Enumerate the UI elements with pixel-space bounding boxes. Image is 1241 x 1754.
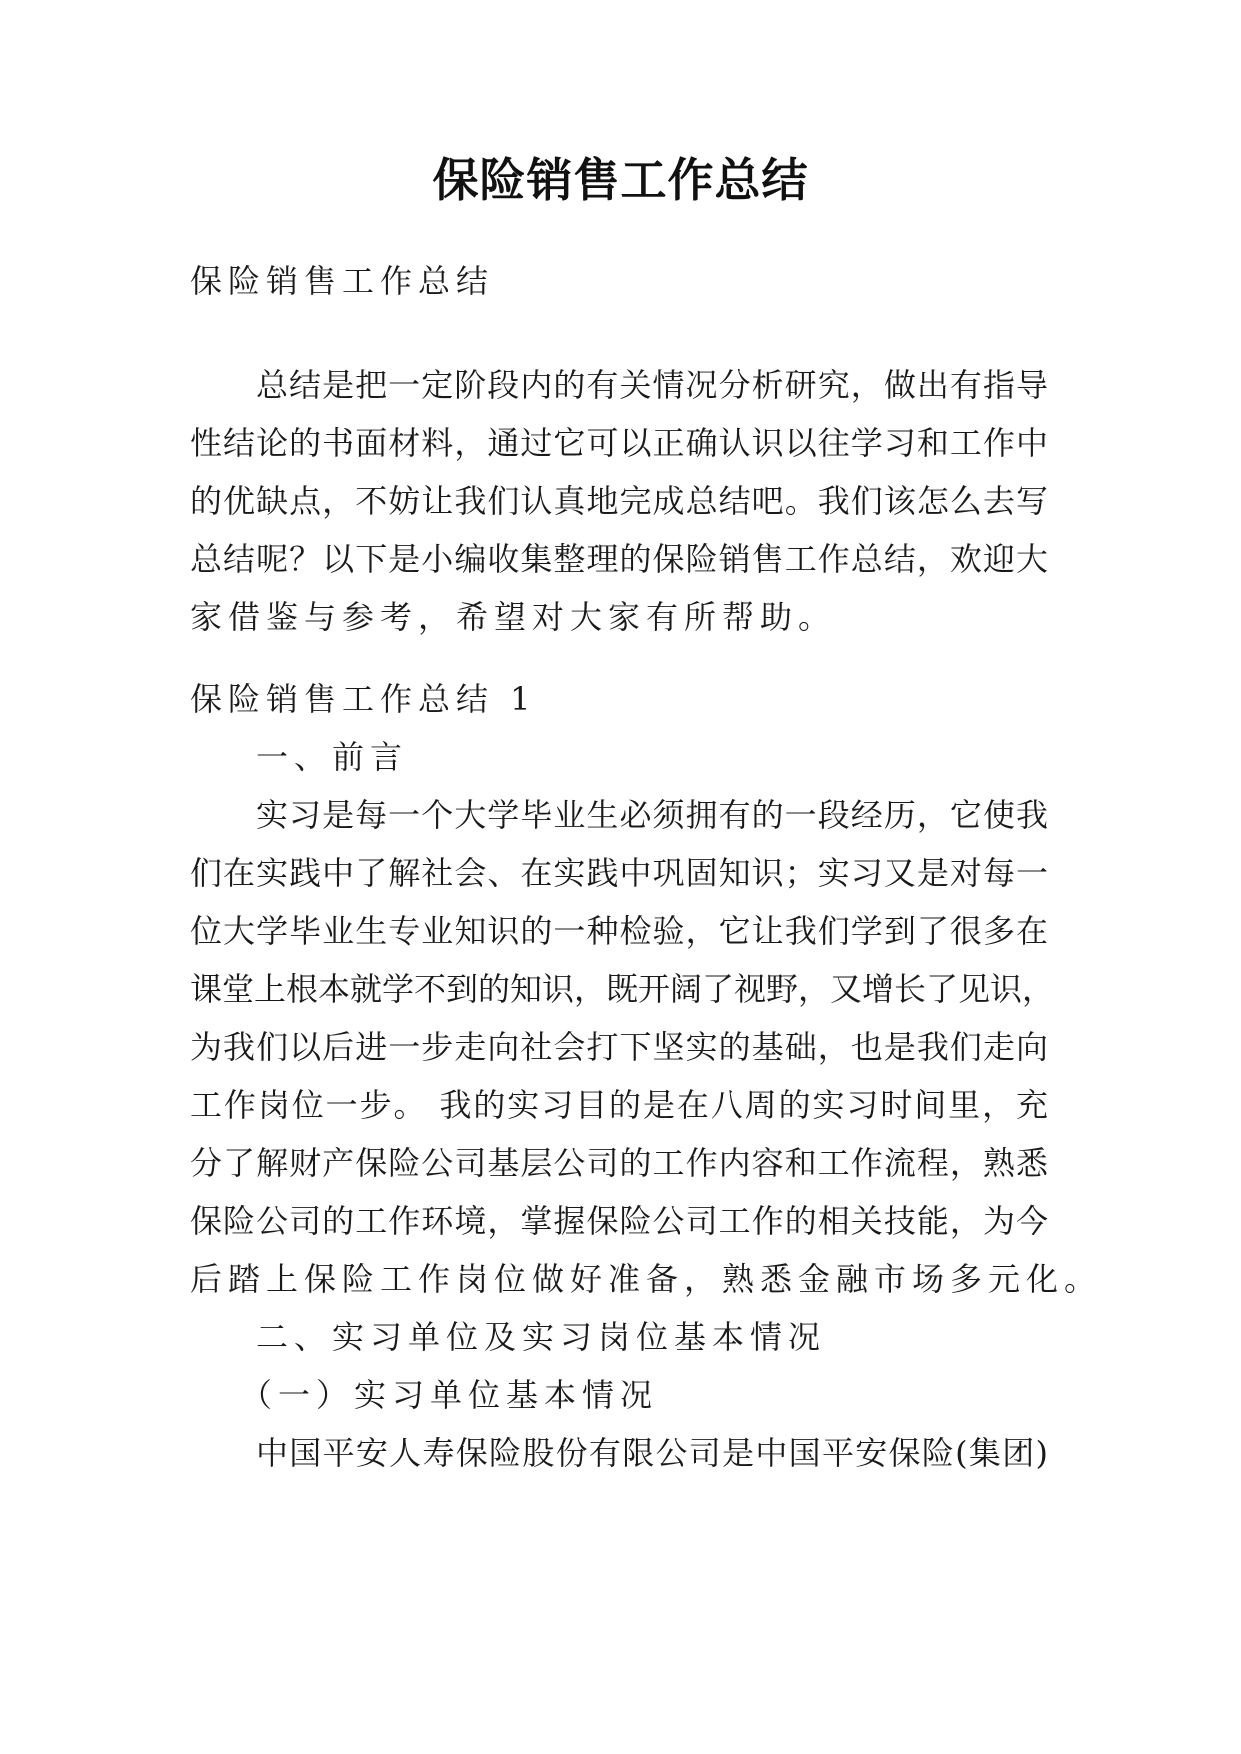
para-1-line: 分了解财产保险公司基层公司的工作内容和工作流程，熟悉: [190, 1144, 1048, 1182]
para-1-line: 实习是每一个大学毕业生必须拥有的一段经历，它使我: [256, 796, 1048, 834]
para-1-line: 为我们以后进一步走向社会打下坚实的基础，也是我们走向: [190, 1028, 1048, 1066]
intro-line: 总结呢？以下是小编收集整理的保险销售工作总结，欢迎大: [190, 540, 1048, 578]
section-1: [190, 670, 1103, 1482]
intro-line: 性结论的书面材料，通过它可以正确认识以往学习和工作中: [190, 424, 1048, 462]
para-1-line: 课堂上根本就学不到的知识，既开阔了视野，又增长了见识，: [190, 970, 1055, 1008]
para-1-line: 后踏上保险工作岗位做好准备，熟悉金融市场多元化。: [190, 1260, 1103, 1298]
para-1-line: 位大学毕业生专业知识的一种检验，它让我们学到了很多在: [190, 912, 1048, 950]
subtitle-text: 保险销售工作总结: [190, 262, 495, 300]
heading-internship-unit: 二、实习单位及实习岗位基本情况: [256, 1318, 827, 1356]
para-1-line: 们在实践中了解社会、在实践中巩固知识；实习又是对每一: [190, 854, 1048, 892]
intro-paragraph: [190, 356, 1048, 646]
heading-preface: 一、前言: [256, 738, 409, 776]
intro-line: 家借鉴与参考，希望对大家有所帮助。: [190, 598, 837, 636]
intro-line: 总结是把一定阶段内的有关情况分析研究，做出有指导: [256, 366, 1048, 404]
document-subtitle: [190, 252, 1048, 310]
document-title: 保险销售工作总结: [432, 153, 809, 207]
para-2-line: 中国平安人寿保险股份有限公司是中国平安保险(集团): [256, 1434, 1048, 1472]
para-1-line: 工作岗位一步。 我的实习目的是在八周的实习时间里，充: [190, 1086, 1048, 1124]
intro-line: 的优缺点，不妨让我们认真地完成总结吧。我们该怎么去写: [190, 482, 1048, 520]
section-1-title: 保险销售工作总结 1: [190, 680, 537, 718]
para-1-line: 保险公司的工作环境，掌握保险公司工作的相关技能，为今: [190, 1202, 1048, 1240]
subheading-unit-basics: （一）实习单位基本情况: [240, 1376, 659, 1414]
